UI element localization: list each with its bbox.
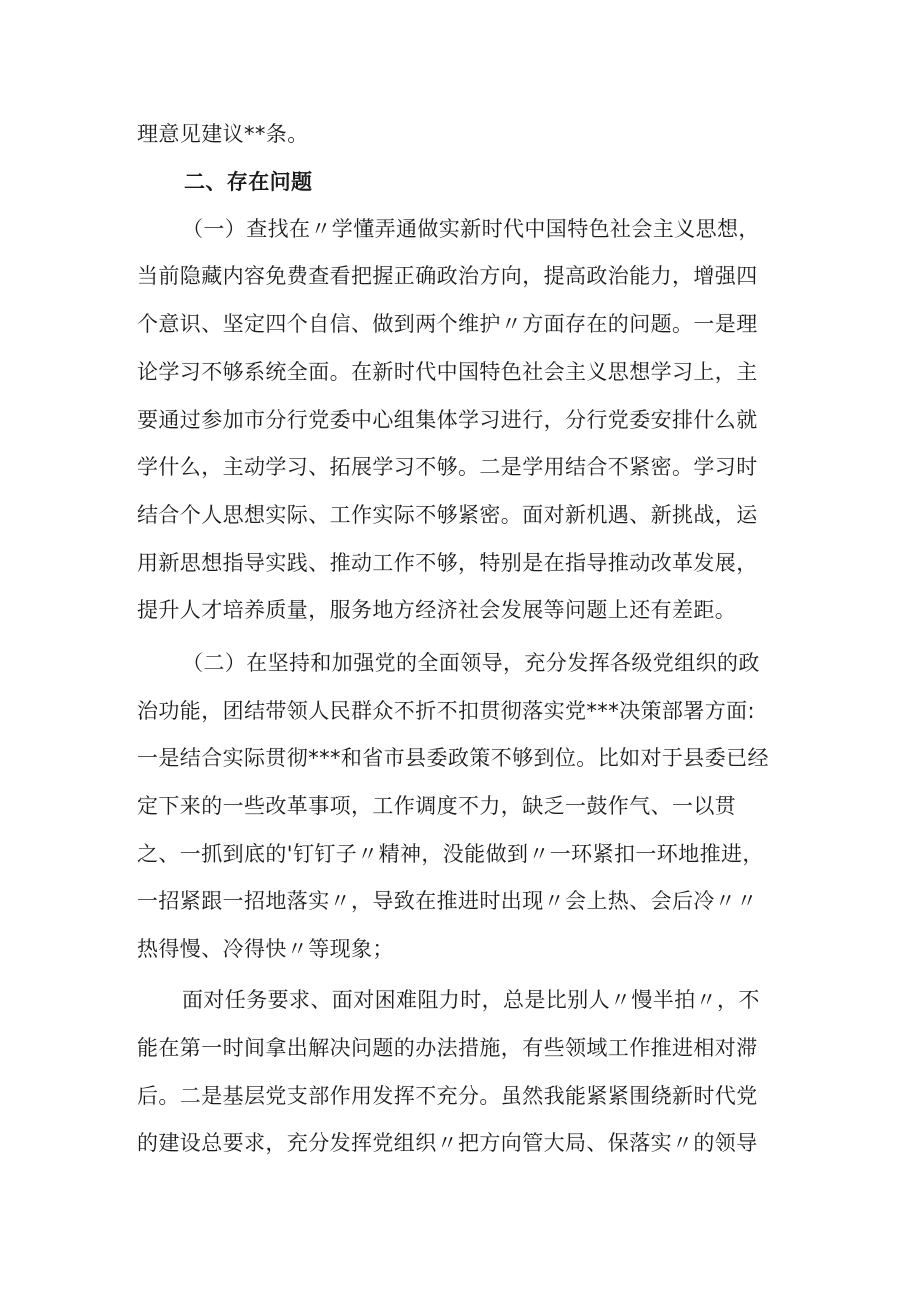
paragraph-line: 能在第一时间拿出解决问题的办法措施，有些领域工作推进相对滞 bbox=[137, 1036, 758, 1060]
section-heading: 二、存在问题 bbox=[184, 170, 313, 194]
paragraph-line: 治功能，团结带领人民群众不折不扣贯彻落实党***决策部署方面: bbox=[137, 699, 755, 723]
paragraph-line: 结合个人思想实际、工作实际不够紧密。面对新机遇、新挑战，运 bbox=[137, 503, 758, 527]
paragraph-line: 之、一抓到底的'钉钉子〃精神，没能做到〃一环紧扣一环地推进， bbox=[137, 842, 764, 866]
paragraph-line: 热得慢、冷得快〃等现象； bbox=[137, 937, 394, 961]
paragraph-line: 定下来的一些改革事项，工作调度不力，缺乏一鼓作气、一以贯 bbox=[137, 794, 737, 818]
paragraph-line: 论学习不够系统全面。在新时代中国特色社会主义思想学习上，主 bbox=[137, 360, 758, 384]
paragraph-line: 一是结合实际贯彻***和省市县委政策不够到位。比如对于县委已经 bbox=[137, 746, 769, 770]
paragraph-line: 当前隐藏内容免费查看把握正确政治方向，提高政治能力，增强四 bbox=[137, 264, 758, 288]
paragraph-line: （二）在坚持和加强党的全面领导，充分发挥各级党组织的政 bbox=[182, 651, 760, 675]
paragraph-line: 后。二是基层党支部作用发挥不充分。虽然我能紧紧围绕新时代党 bbox=[137, 1084, 758, 1108]
paragraph-line: 个意识、坚定四个自信、做到两个维护〃方面存在的问题。一是理 bbox=[137, 312, 758, 336]
paragraph-line: 一招紧跟一招地落实〃，导致在推进时出现〃会上热、会后冷〃〃 bbox=[137, 889, 758, 913]
paragraph-line: 用新思想指导实践、推动工作不够，特别是在指导推动改革发展， bbox=[137, 551, 758, 575]
paragraph-line: 的建设总要求，充分发挥党组织〃把方向管大局、保落实〃的领导 bbox=[137, 1131, 758, 1155]
paragraph-line: 提升人才培养质量，服务地方经济社会发展等问题上还有差距。 bbox=[137, 598, 737, 622]
paragraph-line: 要通过参加市分行党委中心组集体学习进行，分行党委安排什么就 bbox=[137, 408, 758, 432]
paragraph-line: 学什么，主动学习、拓展学习不够。二是学用结合不紧密。学习时 bbox=[137, 455, 758, 479]
paragraph-line: （一）查找在〃学懂弄通做实新时代中国特色社会主义思想， bbox=[182, 217, 760, 241]
paragraph-line: 理意见建议**条。 bbox=[137, 122, 309, 146]
paragraph-line: 面对任务要求、面对困难阻力时，总是比别人〃慢半拍〃，不 bbox=[182, 988, 760, 1012]
